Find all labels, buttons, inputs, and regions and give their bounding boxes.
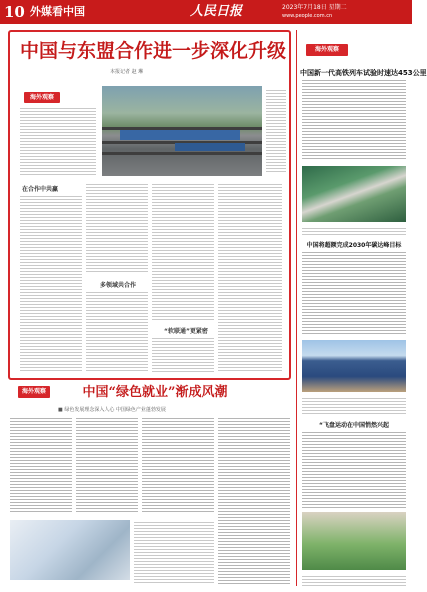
issue-url: www.people.com.cn [282,13,333,19]
section-name: 外媒看中国 [30,5,85,18]
sidebar-text [302,250,406,334]
bottom-article-subtitle: ■ 绿色发展理念深入人心 中国绿色产业蓬勃发展 [58,407,166,413]
section-number: 10 [4,3,25,21]
rail-track [102,152,262,155]
photo-caption-text [302,226,406,236]
train-shape [120,130,240,140]
issue-date: 2023年7月18日 星期二 [282,4,347,11]
lead-column-text [20,194,82,372]
bottom-column-text [142,416,214,514]
lead-article-title[interactable]: 中国与东盟合作进一步深化升级 [20,40,287,62]
bottom-article-title[interactable]: 中国“绿色就业”渐成风潮 [82,385,228,400]
newspaper-logo: 人民日报 [190,4,243,19]
sidebar-headline[interactable]: 中国新一代高铁列车试验时速达453公里 [300,69,427,77]
bottom-column-text [76,416,138,514]
train-shape [175,143,245,151]
frisbee-photo [302,512,406,570]
lead-article-tag: 海外观察 [24,92,60,103]
solar-panel-photo [302,340,406,392]
bottom-article-tag: 海外观察 [18,386,50,398]
lead-article-byline: 本报记者 赵 琳 [110,69,144,75]
lead-subhead: 多领域共合作 [100,282,137,289]
photo-caption-text [302,574,406,586]
column-divider [296,30,297,586]
sidebar-text [302,78,406,160]
photo-caption-text [302,396,406,414]
bottom-column-text [10,416,72,514]
lead-column-text [152,182,214,322]
bottom-column-text [218,416,290,584]
lead-column-text [86,290,148,372]
sidebar-tag: 海外观察 [306,44,348,56]
photo-caption-text [266,88,286,174]
bottom-column-text [134,520,214,584]
lead-column-text [152,336,214,372]
bridge-photo [302,166,406,222]
lead-intro-text [20,106,96,176]
lead-subhead: “软联通”更紧密 [164,328,208,335]
sidebar-headline[interactable]: 中国将超额完成2030年碳达峰目标 [306,242,402,249]
sidebar-text [302,430,406,508]
lead-column-text [218,182,282,372]
factory-worker-photo [10,520,130,580]
lead-subhead: 在合作中共赢 [22,186,59,193]
sidebar-headline[interactable]: “飞盘运动在中国悄然兴起 [319,422,389,429]
lead-column-text [86,182,148,274]
